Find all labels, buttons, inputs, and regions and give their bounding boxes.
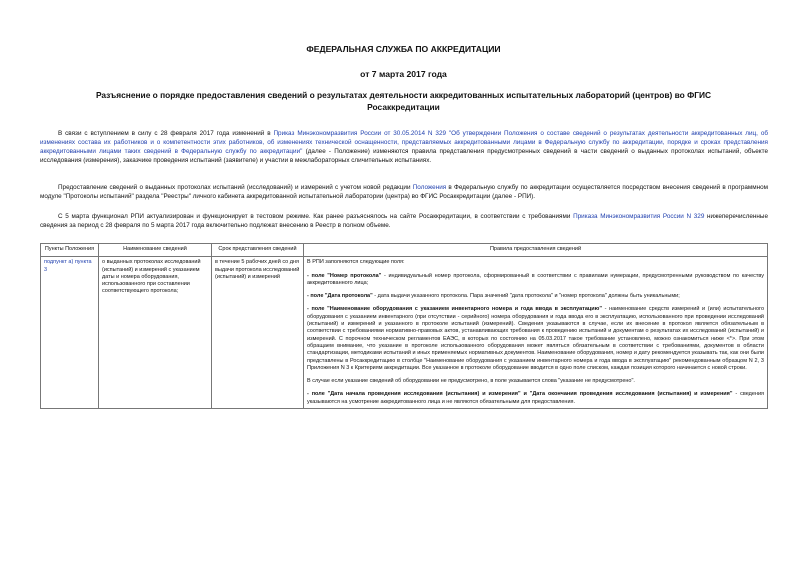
rule-equipment-text: - наименование средств измерений и (или) испытательного оборудования с указанием инвентарного (при отсутствии - серийного) номера оборудования и года ввода его в эксплуатацию, использованного при проведении исследований (испытаний) и измерений и указанного в протоколе испытаний (измерений). Сведения указываются в случае, если их внесение в протокол является обязательным в соответствии с требованиями нормативно-правовых актов, устанавливающих требования к проведению испытаний и документам о результатах их исследований (испытаний) и измерений. С порочном техническом регламентов ЕАЭС, в которых по состоянию на 05.03.2017 такое требование установлено, можно ознакомиться ниже <*>. При этом обращаем внимание, что указание в протоколе использованного оборудования может являться обязательным в соответствии с требованиями, документов в области стандартизации, методиками испытаний и иных применяемых нормативных документов. Наименование оборудования, номер и дату рекомендуется указывать так, как они были представлены в Росаккредитацию в столбце "Наименование оборудования с указанием инвентарного номера и года ввода в эксплуатацию" рекомендованным образцом N 2, 3 Приложения N 3 к Критериям аккредитации. Все указанное в протоколе оборудование вводится в одно поле списком, каждая позиция которого начинается с новой строки. [307,306,764,371]
rule-protocol-number-field: - поле "Номер протокола" [307,272,382,279]
order-329-short-link[interactable]: Приказа Минэкономразвития России N 329 [573,213,705,220]
table-row [41,257,768,409]
intro-p3-text-before: С 5 марта функционал РПИ актуализирован и функционирует в тестовом режиме. Как ранее разъяснялось на сайте Росаккредитации, в соответствии с требованиями [58,213,574,220]
rule-dates [307,391,764,406]
cell-deadline: в течение 5 рабочих дней со дня выдачи протокола исследований (испытаний) и измерений [212,257,304,409]
header-deadline: Срок представления сведений [212,244,304,257]
agency-heading: ФЕДЕРАЛЬНАЯ СЛУЖБА ПО АККРЕДИТАЦИИ [306,44,501,54]
regulation-link[interactable]: Положения [412,184,447,191]
rule-protocol-date [307,293,764,300]
cell-clause [41,257,99,409]
rule-protocol-number-text: - индивидуальный номер протокола, сформированный в соответствии с правилами нумерации, предусмотренными руководством по качеству аккредитованного лица; [307,272,764,286]
rule-equipment [307,306,764,372]
intro-p1-text-after: (далее - Положение) изменяются правила представления предусмотренных сведений в части сведений о выданных протоколах испытаний, объекте исследования (измерения), заказчике проведения испытаний (заявителе) и участии в межлабораторных сличительных испытаниях. [40,148,768,164]
document-date: от 7 марта 2017 года [360,69,447,79]
intro-paragraph-3 [40,212,768,230]
rules-table [40,243,768,409]
intro-paragraph-1 [40,129,768,165]
rule-protocol-number [307,273,764,288]
table-header-row [41,244,768,257]
intro-p2-text-after: в Федеральную службу по аккредитации осуществляется посредством внесения сведений в программном модуле "Протоколы испытаний" раздела "Реестры" личного кабинета аккредитованной испытательной лаборатории (центра) во ФГИС Росаккредитации (далее - РПИ). [40,184,768,200]
header-clause: Пункты Положения [41,244,99,257]
cell-rules [304,257,768,409]
document-title: Разъяснение о порядке предоставления сведений о результатах деятельности аккредитованных испытательных лабораторий (центров) во ФГИС Росаккредитации [95,90,712,112]
intro-p3-text-after: нижеперечисленные сведения за период с 28 февраля по 5 марта 2017 года включительно подлежат внесению в Реестр в полном объеме. [40,213,769,229]
rule-no-equipment: В случае если указание сведений об оборудовании не предусмотрено, в поле указывается слова "указание не предусмотрено". [307,378,635,385]
intro-p1-text-before: В связи с вступлением в силу с 28 февраля 2017 года изменений в [58,130,274,137]
intro-paragraph-2 [40,183,768,201]
rule-dates-text: - сведения указываются на усмотрение аккредитованного лица и не являются обязательными для предоставления. [307,391,765,405]
header-rules: Правила предоставления сведений [304,244,768,257]
order-329-link[interactable]: Приказ Минэкономразвития России от 30.05.2014 N 329 "Об утверждении Положения о составе сведений о результатах деятельности аккредитованных лиц, об изменениях состава их работников и о компетентности этих работников, об изменениях технической оснащенности, представляемых аккредитованными лицами в Федеральную службу по аккредитации, порядке и сроках представления аккредитованными лицами таких сведений в Федеральную службу по аккредитации" [40,130,768,155]
rule-protocol-date-text: - дата выдачи указанного протокола. Пара значений "дата протокола" и "номер протокола" должны быть уникальными; [372,293,680,300]
rule-equipment-field: - поле "Наименование оборудования с указанием инвентарного номера и года ввода в эксплуатацию" [307,306,602,313]
rules-intro: В РПИ заполняются следующие поля: [307,259,405,266]
cell-name: о выданных протоколах исследований (испытаний) и измерений с указанием даты и номера оборудования, использованного при составлении соответствующего протокола; [99,257,212,409]
header-name: Наименование сведений [99,244,212,257]
rule-dates-field: - поле "Дата начала проведения исследования (испытания) и измерения" и "Дата окончания проведения исследования (испытания) и измерения" [307,391,733,398]
rule-protocol-date-field: - поле "Дата протокола" [307,293,373,300]
clause-link[interactable]: подпункт а) пункта 3 [44,259,92,273]
intro-p2-text-before: Предоставление сведений о выданных протоколах испытаний (исследований) и измерений с учетом новой редакции [58,184,413,191]
